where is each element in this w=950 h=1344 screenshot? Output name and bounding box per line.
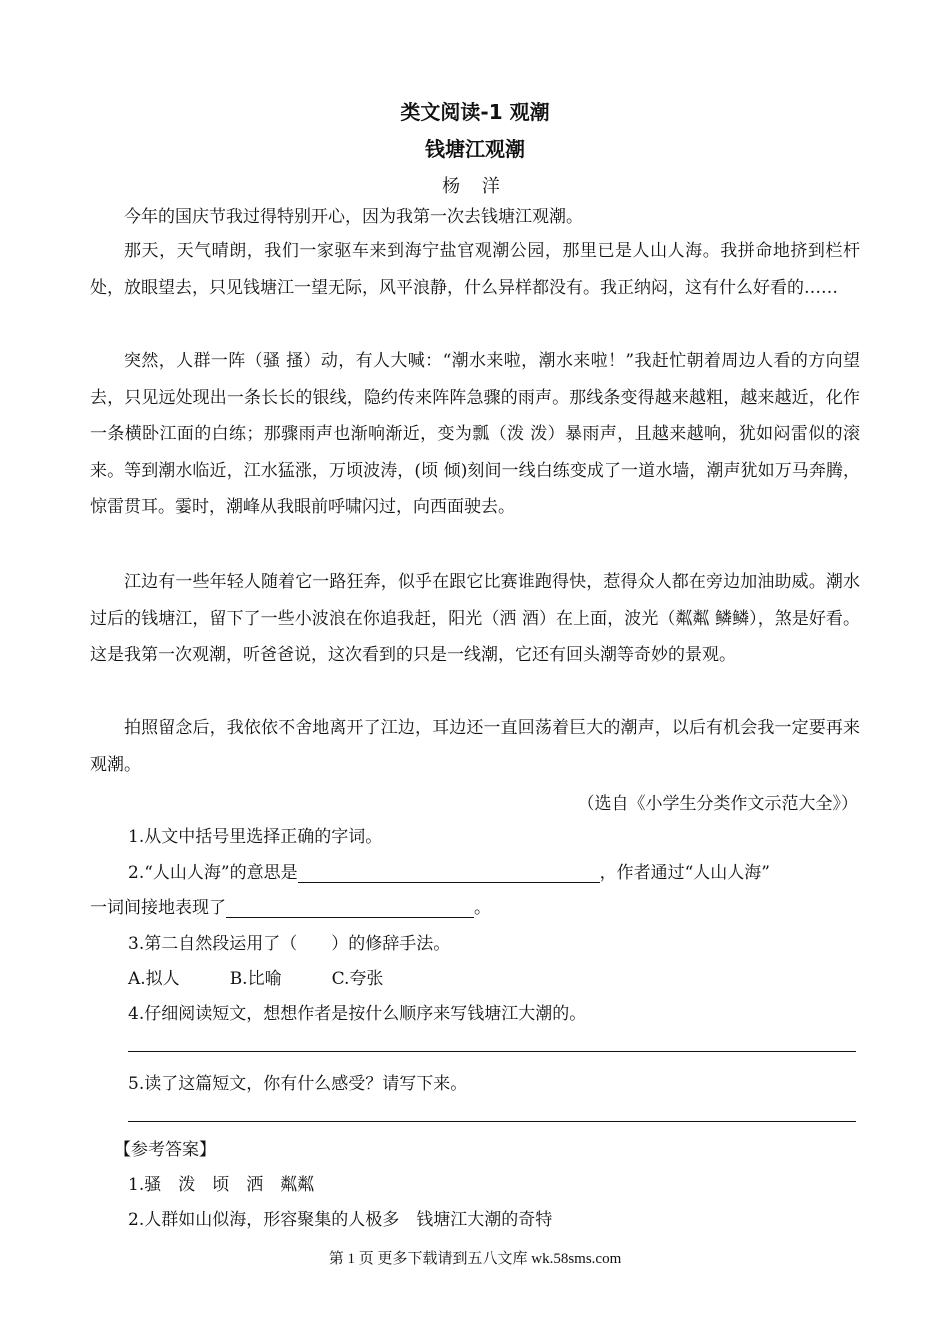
- question-3-options: [128, 964, 433, 989]
- option-c[interactable]: C.夸张: [331, 969, 384, 989]
- answer-2: 2.人群如山似海，形容聚集的人极多 钱塘江大潮的奇特: [128, 1210, 553, 1230]
- answer-line-q4[interactable]: [128, 1051, 856, 1052]
- question-2-line-2: [90, 893, 491, 918]
- answer-1: 1.骚 泼 顷 洒 粼粼: [128, 1175, 315, 1195]
- article-paragraph: 今年的国庆节我过得特别开心，因为我第一次去钱塘江观潮。: [124, 207, 583, 227]
- answer-blank[interactable]: [226, 897, 474, 918]
- page-footer: 第 1 页 更多下载请到五八文库 wk.58sms.com: [328, 1251, 622, 1267]
- article-author: 杨 洋: [442, 176, 508, 197]
- answer-blank[interactable]: [298, 862, 600, 883]
- option-a[interactable]: A.拟人: [128, 969, 180, 989]
- page-heading: 类文阅读-1 观潮: [400, 100, 550, 124]
- answers-header: 【参考答案】: [114, 1140, 216, 1160]
- answer-line-q5[interactable]: [128, 1121, 856, 1122]
- question-3: 3.第二自然段运用了（ ）的修辞手法。: [128, 934, 451, 954]
- article-paragraph: 拍照留念后，我依依不舍地离开了江边，耳边还一直回荡着巨大的潮声，以后有机会我一定要再来观潮。: [90, 718, 860, 775]
- question-2-text-b: ，作者通过“人山人海”: [599, 863, 770, 883]
- question-5: 5.读了这篇短文，你有什么感受？请写下来。: [128, 1074, 468, 1094]
- article-paragraph: 那天，天气晴朗，我们一家驱车来到海宁盐官观潮公园，那里已是人山人海。我拼命地挤到栏杆处，放眼望去，只见钱塘江一望无际，风平浪静，什么异样都没有。我正纳闷，这有什么好看的……: [90, 241, 860, 298]
- article-title: 钱塘江观潮: [425, 137, 525, 161]
- question-2-text-c: 一词间接地表现了: [90, 898, 226, 918]
- article-paragraph: 突然，人群一阵（骚 搔）动，有人大喊：“潮水来啦，潮水来啦！”我赶忙朝着周边人看的方向望去，只见远处现出一条长长的银线，隐约传来阵阵急骤的雨声。那线条变得越来越粗，越来越近，化作一条横卧江面的白练；那骤雨声也渐响渐近，变为瓢（泼 泼）暴雨声，且越来越响，犹如闷雷似的滚来。等到潮水临近，江水猛涨，万顷波涛，(顷 倾)刻间一线白练变成了一道水墙，潮声犹如万马奔腾，惊雷贯耳。霎时，潮峰从我眼前呼啸闪过，向西面驶去。: [90, 351, 860, 518]
- question-2-text-d: 。: [474, 898, 491, 918]
- article-paragraph: 江边有一些年轻人随着它一路狂奔，似乎在跟它比赛谁跑得快，惹得众人都在旁边加油助威。潮水过后的钱塘江，留下了一些小波浪在你追我赶，阳光（洒 酒）在上面，波光（粼粼 鳞鳞），煞是好看。这是我第一次观潮，听爸爸说，这次看到的只是一线潮，它还有回头潮等奇妙的景观。: [90, 572, 860, 666]
- question-2-line-1: [128, 858, 770, 883]
- option-b[interactable]: B.比喻: [229, 969, 282, 989]
- question-1: 1.从文中括号里选择正确的字词。: [128, 827, 383, 847]
- article-source: （选自《小学生分类作文示范大全》）: [577, 794, 858, 814]
- question-4: 4.仔细阅读短文，想想作者是按什么顺序来写钱塘江大潮的。: [128, 1004, 587, 1024]
- question-2-text-a: 2.“人山人海”的意思是: [128, 863, 298, 883]
